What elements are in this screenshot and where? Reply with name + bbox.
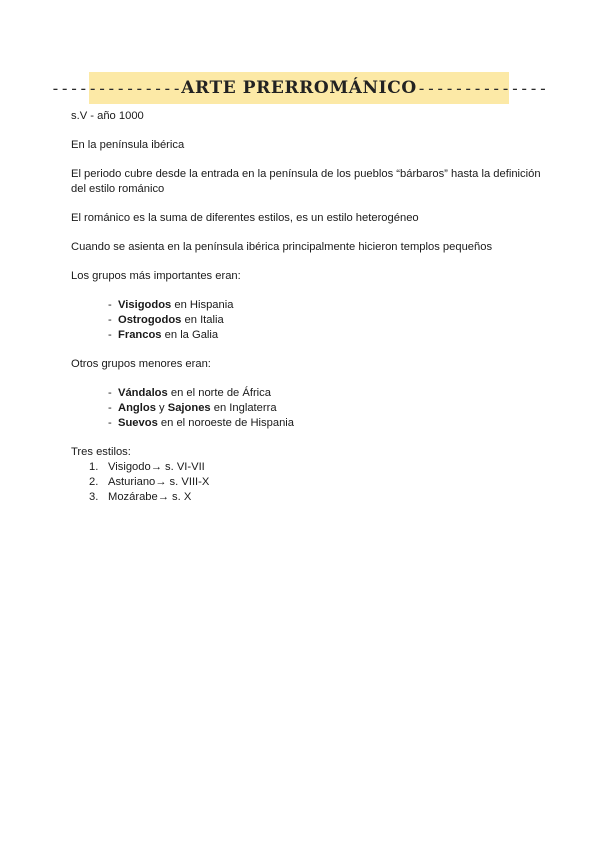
page-title <box>50 72 548 104</box>
list-item: - Suevos en el noroeste de Hispania <box>108 417 295 429</box>
title-banner <box>50 72 548 104</box>
list-item: - Visigodos en Hispania <box>108 299 234 311</box>
period-line: s.V - año 1000 <box>71 110 144 122</box>
major-groups-heading: Los grupos más importantes eran: <box>71 270 241 282</box>
minor-groups-list <box>71 386 541 431</box>
minor-groups-heading: Otros grupos menores eran: <box>71 358 211 370</box>
title-text: ARTE PRERROMÁNICO <box>181 78 417 98</box>
list-item: 2. Asturiano→ s. VIII-X <box>89 476 210 488</box>
temples-note: Cuando se asienta en la península ibérica principalmente hicieron templos pequeños <box>71 241 493 253</box>
list-item: - Vándalos en el norte de África <box>108 387 271 399</box>
styles-list <box>71 460 541 505</box>
list-item: 3. Mozárabe→ s. X <box>89 491 192 503</box>
list-item: - Francos en la Galia <box>108 329 219 341</box>
styles-heading: Tres estilos: <box>71 446 131 458</box>
location-line: En la península ibérica <box>71 139 185 151</box>
title-dashes-left: -------------- <box>50 78 182 98</box>
list-item: 1. Visigodo→ s. VI-VII <box>89 461 205 473</box>
document-body <box>71 109 541 505</box>
period-description: El periodo cubre desde la entrada en la península de los pueblos “bárbaros” hasta la definición del estilo románico <box>71 168 541 195</box>
title-dashes-right: -------------- <box>416 78 548 98</box>
romanesque-note: El románico es la suma de diferentes estilos, es un estilo heterogéneo <box>71 212 419 224</box>
list-item: - Anglos y Sajones en Inglaterra <box>108 402 277 414</box>
major-groups-list <box>71 298 541 343</box>
list-item: - Ostrogodos en Italia <box>108 314 224 326</box>
